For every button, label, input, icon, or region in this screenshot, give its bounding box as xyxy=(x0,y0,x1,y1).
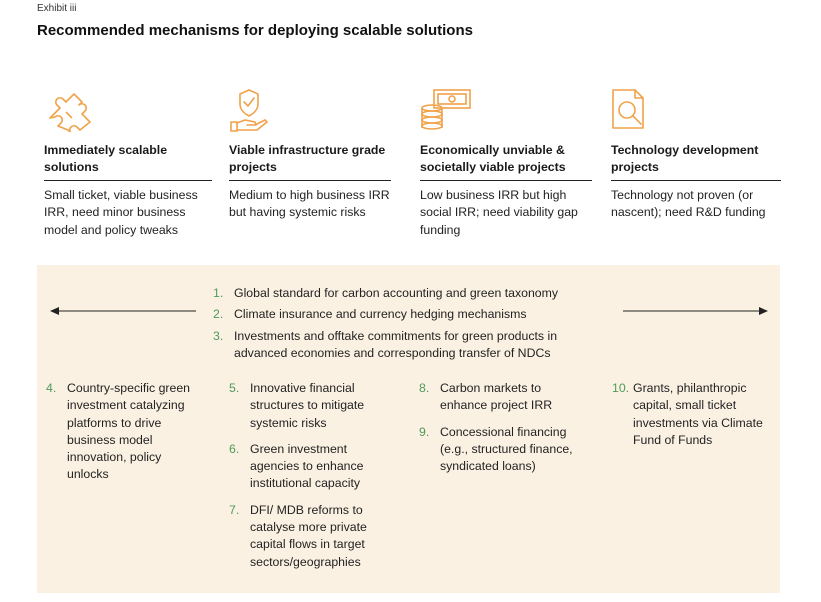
list-item xyxy=(419,380,591,415)
category-description: Low business IRR but high social IRR; need viability gap funding xyxy=(420,188,578,237)
list-item xyxy=(213,328,593,363)
category-heading: Viable infrastructure grade projects xyxy=(229,142,391,181)
item-text: Global standard for carbon accounting and green taxonomy xyxy=(234,286,559,300)
item-number: 3. xyxy=(213,328,224,343)
money-coins-icon xyxy=(420,88,472,132)
category-description: Technology not proven (or nascent); need R&D funding xyxy=(611,188,766,220)
list-item xyxy=(229,441,394,493)
item-text: DFI/ MDB reforms to catalyse more private capital flows in target sectors/geographies xyxy=(250,502,367,569)
category-heading: Economically unviable & societally viable projects xyxy=(420,142,592,181)
page-title: Recommended mechanisms for deploying scalable solutions xyxy=(37,22,473,39)
list-item xyxy=(612,380,780,449)
cross-cutting-mechanisms xyxy=(213,285,593,366)
category-description: Small ticket, viable business IRR, need minor business model and policy tweaks xyxy=(44,188,198,237)
category-column-immediately-scalable xyxy=(44,88,212,239)
category-heading: Technology development projects xyxy=(611,142,781,181)
mechanism-group-scalable xyxy=(46,380,206,493)
item-number: 9. xyxy=(419,424,430,439)
item-number: 10. xyxy=(612,381,630,395)
item-text: Green investment agencies to enhance institutional capacity xyxy=(250,441,364,491)
list-item xyxy=(46,380,206,484)
item-number: 8. xyxy=(419,381,430,395)
document-magnifier-icon xyxy=(611,88,663,132)
category-column-viable-infrastructure xyxy=(229,88,391,222)
mechanism-group-technology xyxy=(612,380,780,458)
item-number: 6. xyxy=(229,441,240,456)
list-item xyxy=(229,380,394,432)
item-text: Grants, philanthropic capital, small ticket investments via Climate Fund of Funds xyxy=(633,381,763,447)
left-arrow xyxy=(50,303,196,319)
category-heading: Immediately scalable solutions xyxy=(44,142,212,181)
mechanism-group-infrastructure xyxy=(229,380,394,580)
item-number: 1. xyxy=(213,286,224,300)
item-number: 2. xyxy=(213,307,224,322)
item-text: Country-specific green investment catalyzing platforms to drive business model innovation, policy unlocks xyxy=(67,381,191,482)
category-column-technology-development xyxy=(611,88,781,222)
mechanism-group-economically-unviable xyxy=(419,380,591,484)
list-item xyxy=(213,306,593,323)
list-item xyxy=(213,285,593,302)
item-number: 7. xyxy=(229,502,240,517)
hand-shield-icon xyxy=(229,88,281,132)
list-item xyxy=(229,502,394,571)
category-column-economically-unviable xyxy=(420,88,592,239)
category-description: Medium to high business IRR but having systemic risks xyxy=(229,188,390,220)
right-arrow xyxy=(623,303,768,319)
item-text: Innovative financial structures to mitigate systemic risks xyxy=(250,381,365,430)
item-text: Climate insurance and currency hedging mechanisms xyxy=(234,307,527,322)
item-text: Carbon markets to enhance project IRR xyxy=(440,381,553,413)
exhibit-label: Exhibit iii xyxy=(37,3,77,14)
item-text: Investments and offtake commitments for green products in advanced economies and corresponding transfer of NDCs xyxy=(234,328,558,360)
item-number: 5. xyxy=(229,381,240,395)
item-number: 4. xyxy=(46,381,57,395)
item-text: Concessional financing (e.g., structured finance, syndicated loans) xyxy=(440,424,573,474)
puzzle-piece-icon xyxy=(44,88,96,132)
list-item xyxy=(419,424,591,476)
